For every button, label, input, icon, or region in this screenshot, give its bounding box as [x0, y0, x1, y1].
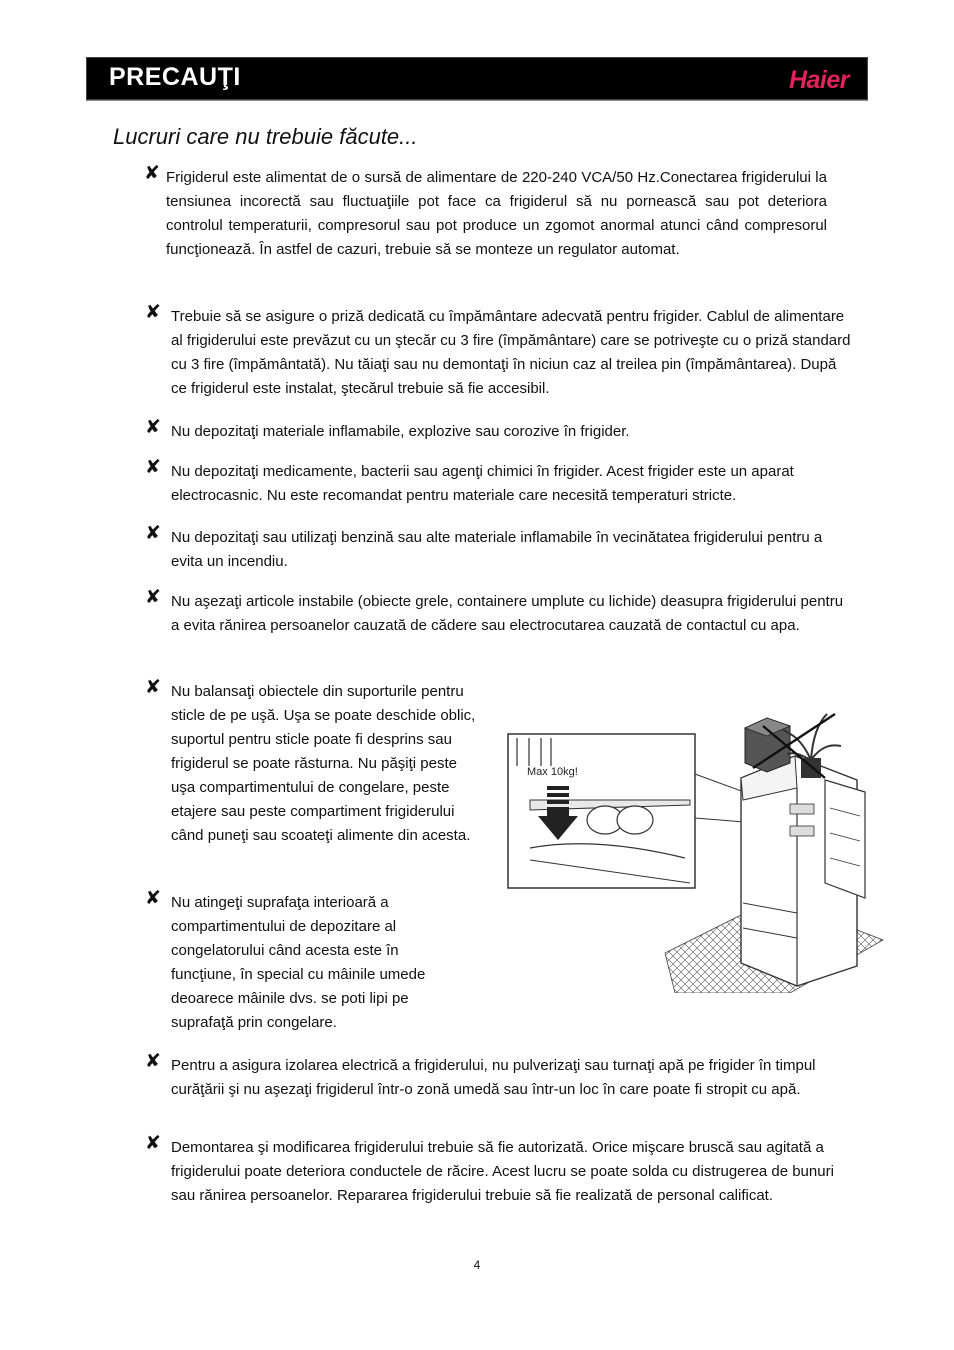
section-heading: Lucruri care nu trebuie făcute... — [113, 124, 418, 149]
precaution-text: Demontarea şi modificarea frigiderului trebuie să fie autorizată. Orice mişcare bruscă sau agitată a frigiderului poate deteriora conductele de răcire. Acest lucru se poate solda cu distrugerea de bunuri sau rănirea persoanelor. Repararea frigiderului trebuie să fie realizată de personal calificat. — [171, 1139, 834, 1204]
cross-mark-icon: ✘ — [145, 888, 161, 909]
precaution-text: Nu aşezaţi articole instabile (obiecte grele, containere umplute cu lichide) deasupra frigiderului pentru a evita rănirea persoanelor cauzată de cădere sau electrocutarea cauzată de contactul cu apa. — [171, 593, 844, 634]
brand-logo: Haier — [788, 66, 849, 94]
cross-mark-icon: ✘ — [145, 457, 161, 478]
cross-mark-icon: ✘ — [145, 587, 161, 608]
precaution-item — [145, 888, 456, 1035]
page-number: 4 — [473, 1258, 481, 1272]
precaution-text: Pentru a asigura izolarea electrică a frigiderului, nu pulverizaţi sau turnaţi apă pe frigider în timpul curăţării şi nu aşezaţi frigiderul într-o zonă umedă sau într-un loc în care poate fi stropit cu apă. — [171, 1057, 816, 1098]
precaution-text: Nu depozitaţi medicamente, bacterii sau agenţi chimici în frigider. Acest frigider este un aparat electrocasnic. Nu este recomandat pentru materiale care necesită temperaturi stricte. — [171, 463, 794, 504]
cross-mark-icon: ✘ — [145, 1051, 161, 1072]
header-bar — [86, 57, 868, 100]
precaution-item — [145, 677, 483, 848]
precaution-text: Nu depozitaţi materiale inflamabile, explozive sau corozive în frigider. — [171, 423, 630, 440]
cross-mark-icon: ✘ — [145, 677, 161, 698]
refrigerator-warning-drawing — [505, 708, 885, 993]
precaution-item — [145, 523, 851, 574]
cross-mark-icon: ✘ — [144, 163, 160, 184]
refrigerator-illustration — [505, 708, 885, 998]
precaution-item — [145, 587, 846, 638]
precaution-text: Nu atingeţi suprafaţa interioară a compartimentului de depozitare al congelatorului când acesta este în funcţiune, în special cu mâinile umede deoarece mâinile dvs. se poti lipi pe suprafaţă prin congelare. — [171, 894, 426, 1031]
precaution-item — [145, 302, 851, 401]
precaution-item — [145, 1133, 861, 1208]
precaution-item — [144, 163, 827, 262]
precaution-text: Frigiderul este alimentat de o sursă de alimentare de 220-240 VCA/50 Hz.Conectarea frigiderului la tensiunea incorectă sau fluctuaţiile pot face ca frigiderul să nu pornească sau pot deteriora controlul temperaturii, compresorul sau pot produce un zgomot anormal atunci când compresorul funcţionează. În astfel de cazuri, trebuie să se monteze un regulator automat. — [166, 169, 827, 258]
cross-mark-icon: ✘ — [145, 302, 161, 323]
precaution-text: Trebuie să se asigure o priză dedicată cu împământare adecvată pentru frigider. Cablul de alimentare al frigiderului este prevăzut cu un ştecăr cu 3 fire (împământare) care se potriveşte cu o priză standard cu 3 fire (împământată). Nu tăiaţi sau nu demontaţi în niciun caz al treilea pin (împământarea). După ce frigiderul este instalat, ştecărul trebuie să fie accesibil. — [171, 308, 851, 397]
cross-mark-icon: ✘ — [145, 417, 161, 438]
precaution-item — [145, 417, 851, 444]
precaution-item — [145, 1051, 851, 1102]
precaution-item — [145, 457, 851, 508]
cross-mark-icon: ✘ — [145, 523, 161, 544]
max-load-label: Max 10kg! — [527, 766, 578, 778]
precaution-text: Nu balansaţi obiectele din suporturile pentru sticle de pe uşă. Uşa se poate deschide oblic, suportul pentru sticle poate fi desprins sau frigiderul se poate răsturna. Nu păşiţi peste uşa compartimentului de congelare, peste etajere sau peste compartiment frigiderului când puneţi sau scoateţi alimente din acesta. — [171, 683, 476, 844]
precaution-text: Nu depozitaţi sau utilizaţi benzină sau alte materiale inflamabile în vecinătatea frigiderului pentru a evita un incendiu. — [171, 529, 823, 570]
page-title: PRECAUŢI — [109, 63, 241, 91]
cross-mark-icon: ✘ — [145, 1133, 161, 1154]
